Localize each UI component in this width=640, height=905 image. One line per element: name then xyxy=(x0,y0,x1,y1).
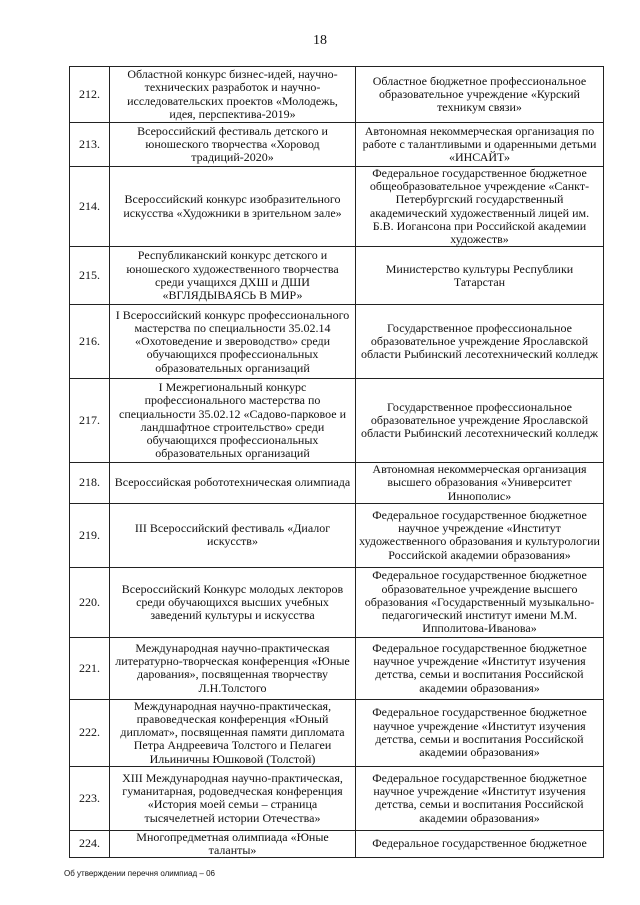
row-number: 214. xyxy=(70,167,110,247)
organizer-name: Федеральное государственное бюджетное научное учреждение «Институт изучения детства, семьи и воспитания Российской академии образования» xyxy=(356,766,604,830)
organizer-name: Министерство культуры Республики Татарстан xyxy=(356,247,604,305)
event-name: Многопредметная олимпиада «Юные таланты» xyxy=(110,830,356,857)
event-name: Международная научно-практическая, правоведческая конференция «Юный дипломат», посвященная памяти дипломата Петра Андреевича Толстого и Пелагеи Ильиничны Юшковой (Толстой) xyxy=(110,699,356,766)
table-row xyxy=(70,699,604,766)
event-name: Всероссийский Конкурс молодых лекторов среди обучающихся высших учебных заведений культуры и искусства xyxy=(110,567,356,637)
row-number: 213. xyxy=(70,123,110,167)
event-name: Международная научно-практическая литературно-творческая конференция «Юные дарования», посвященная творчеству Л.Н.Толстого xyxy=(110,637,356,699)
event-name: I Межрегиональный конкурс профессионального мастерства по специальности 35.02.12 «Садово-парковое и ландшафтное строительство» среди обучающихся профессиональных образовательных организаций xyxy=(110,379,356,463)
olympiad-table xyxy=(69,66,604,858)
row-number: 216. xyxy=(70,305,110,379)
table-row xyxy=(70,830,604,857)
event-name: Областной конкурс бизнес-идей, научно-технических разработок и научно-исследовательских проектов «Молодежь, идея, перспектива-2019» xyxy=(110,67,356,123)
event-name: I Всероссийский конкурс профессионального мастерства по специальности 35.02.14 «Охотоведение и звероводство» среди обучающихся профессиональных образовательных организаций xyxy=(110,305,356,379)
event-name: Всероссийский фестиваль детского и юношеского творчества «Хоровод традиций-2020» xyxy=(110,123,356,167)
row-number: 220. xyxy=(70,567,110,637)
row-number: 218. xyxy=(70,463,110,504)
table-row xyxy=(70,167,604,247)
table-row xyxy=(70,567,604,637)
row-number: 215. xyxy=(70,247,110,305)
table-row xyxy=(70,67,604,123)
row-number: 224. xyxy=(70,830,110,857)
table-row xyxy=(70,766,604,830)
row-number: 217. xyxy=(70,379,110,463)
organizer-name: Автономная некоммерческая организация высшего образования «Университет Иннополис» xyxy=(356,463,604,504)
row-number: 221. xyxy=(70,637,110,699)
event-name: XIII Международная научно-практическая, гуманитарная, родоведческая конференция «История моей семьи – страница тысячелетней истории Отечества» xyxy=(110,766,356,830)
table-row xyxy=(70,637,604,699)
organizer-name: Федеральное государственное бюджетное научное учреждение «Институт художественного образования и культурологии Российской академии образования» xyxy=(356,503,604,567)
row-number: 222. xyxy=(70,699,110,766)
organizer-name: Федеральное государственное бюджетное общеобразовательное учреждение «Санкт-Петербургский государственный академический художественный лицей им. Б.В. Иогансона при Российской академии художеств» xyxy=(356,167,604,247)
table-row xyxy=(70,123,604,167)
table-row xyxy=(70,305,604,379)
table-row xyxy=(70,503,604,567)
event-name: Всероссийский конкурс изобразительного искусства «Художники в зрительном зале» xyxy=(110,167,356,247)
event-name: Республиканский конкурс детского и юношеского художественного творчества среди учащихся ДХШ и ДШИ «ВГЛЯДЫВАЯСЬ В МИР» xyxy=(110,247,356,305)
organizer-name: Автономная некоммерческая организация по работе с талантливыми и одаренными детьми «ИНСАЙТ» xyxy=(356,123,604,167)
organizer-name: Федеральное государственное бюджетное образовательное учреждение высшего образования «Государственный музыкально-педагогический институт имени М.М. Ипполитова-Иванова» xyxy=(356,567,604,637)
table-row xyxy=(70,463,604,504)
row-number: 219. xyxy=(70,503,110,567)
table-row xyxy=(70,379,604,463)
event-name: Всероссийская робототехническая олимпиада xyxy=(110,463,356,504)
footer-note: Об утверждении перечня олимпиад – 06 xyxy=(64,869,215,878)
organizer-name: Федеральное государственное бюджетное xyxy=(356,830,604,857)
organizer-name: Государственное профессиональное образовательное учреждение Ярославской области Рыбинский лесотехнический колледж xyxy=(356,379,604,463)
table-body xyxy=(70,67,604,858)
organizer-name: Государственное профессиональное образовательное учреждение Ярославской области Рыбинский лесотехнический колледж xyxy=(356,305,604,379)
row-number: 212. xyxy=(70,67,110,123)
organizer-name: Федеральное государственное бюджетное научное учреждение «Институт изучения детства, семьи и воспитания Российской академии образования» xyxy=(356,637,604,699)
organizer-name: Областное бюджетное профессиональное образовательное учреждение «Курский техникум связи» xyxy=(356,67,604,123)
table-row xyxy=(70,247,604,305)
organizer-name: Федеральное государственное бюджетное научное учреждение «Институт изучения детства, семьи и воспитания Российской академии образования» xyxy=(356,699,604,766)
page-number: 18 xyxy=(313,33,327,48)
event-name: III Всероссийский фестиваль «Диалог искусств» xyxy=(110,503,356,567)
row-number: 223. xyxy=(70,766,110,830)
